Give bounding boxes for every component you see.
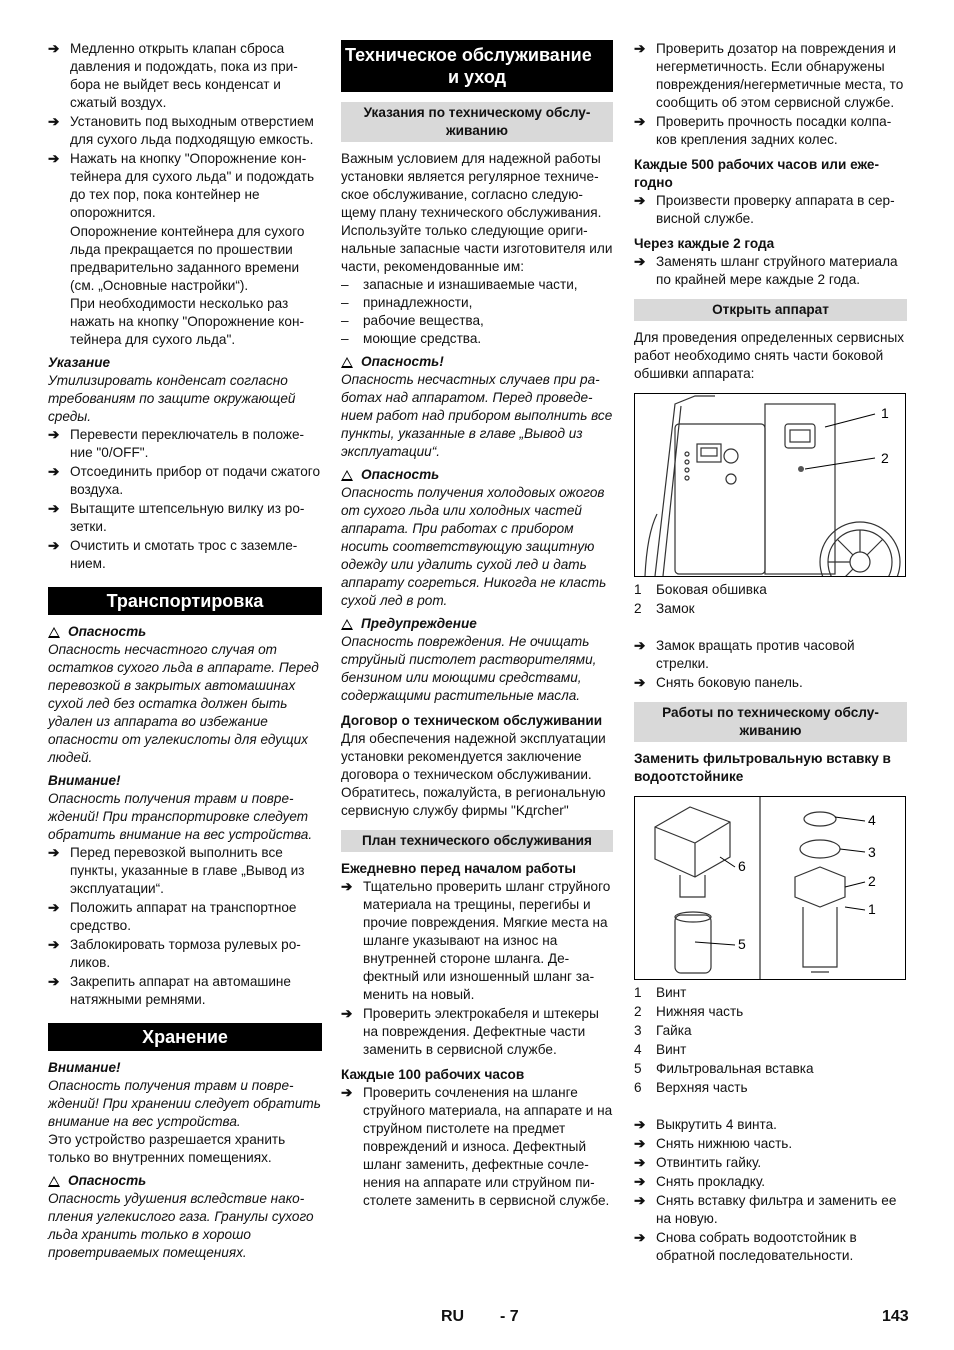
- bullet-item: [48, 936, 322, 972]
- bullet-text: Отсоединить прибор от подачи сжатого воздуха.: [70, 464, 321, 497]
- machine-illustration: [635, 394, 905, 576]
- attention-text: Опасность получения травм и повреждений! При хранении следует обратить внимание на вес устройства.: [48, 1078, 321, 1129]
- bullet-item: [634, 1229, 907, 1265]
- arrow-right-icon: ➔: [48, 151, 60, 166]
- legend-item: [634, 1079, 907, 1097]
- bullet-item: [48, 500, 322, 536]
- legend-number: 2: [634, 1004, 642, 1019]
- legend-number: 2: [634, 601, 642, 616]
- arrow-right-icon: ➔: [48, 974, 60, 989]
- warning-triangle-icon: [341, 619, 353, 630]
- legend-number: 1: [634, 985, 642, 1000]
- column-2: [341, 40, 613, 1211]
- arrow-right-icon: ➔: [634, 1136, 646, 1151]
- bullet-text: Замок вращать против часовой стрелки.: [656, 638, 855, 671]
- bullet-item: [634, 253, 907, 289]
- arrow-right-icon: ➔: [48, 845, 60, 860]
- bullet-item: [48, 40, 322, 112]
- bullet-text: Положить аппарат на транспортное средство.: [70, 900, 297, 933]
- bullet-item: [48, 463, 322, 499]
- legend-text: Нижняя часть: [656, 1004, 744, 1019]
- subsection-heading: План технического обслуживания: [341, 830, 613, 852]
- indented-text: Опорожнение контейнера для сухого льда прекращается по прошествии предварительно заданного времени (см. „Основные настройки“).: [70, 224, 305, 293]
- legend-text: Боковая обшивка: [656, 582, 767, 597]
- legend-number: 4: [634, 1042, 642, 1057]
- bullet-item: [634, 1135, 907, 1153]
- paragraph: Важным условием для надежной работы установки является регулярное техническое обслуживание, согласно следующему плану технического обслуживания.: [341, 151, 602, 220]
- figure-legend: [634, 581, 907, 618]
- bullet-item: [48, 844, 322, 898]
- legend-item: [634, 600, 907, 618]
- danger-text: Опасность несчастных случаев при работах над аппаратом. Перед проведением работ над прибором выполнить все пункты, указанные в главе „Вывод из эксплуатации“.: [341, 372, 613, 459]
- arrow-right-icon: ➔: [634, 638, 646, 653]
- legend-text: Винт: [656, 985, 687, 1000]
- danger-text: Опасность удушения вследствие накопления углекислого газа. Гранулы сухого льда хранить только в хорошо проветриваемых помещениях.: [48, 1191, 314, 1260]
- bullet-item: [48, 899, 322, 935]
- bullet-list: [341, 878, 613, 1059]
- danger-text: Опасность получения холодовых ожогов от сухого льда или холодных частей аппарата. При работах с прибором носить соответствующую защитную одежду или удалить сухой лед и дать аппарату согреться. Никогда не класть сухой лед в рот.: [341, 485, 607, 608]
- bullet-item: [634, 1173, 907, 1191]
- bullet-text: Отвинтить гайку.: [656, 1155, 762, 1170]
- danger-title: Опасность!: [341, 353, 613, 371]
- bullet-text: Снять прокладку.: [656, 1174, 766, 1189]
- callout-5: 5: [738, 936, 746, 952]
- attention-title: Внимание!: [48, 773, 121, 788]
- callout-4: 4: [868, 812, 876, 828]
- footer-page-number: 143: [882, 1308, 909, 1325]
- bullet-list: [48, 844, 322, 1009]
- bullet-item: [341, 1005, 613, 1059]
- bullet-text: Перевести переключатель в положение "0/OFF".: [70, 427, 305, 460]
- callout-3: 3: [868, 844, 876, 860]
- legend-text: Винт: [656, 1042, 687, 1057]
- legend-text: Фильтровальная вставка: [656, 1061, 814, 1076]
- arrow-right-icon: ➔: [48, 464, 60, 479]
- bullet-list: [341, 1084, 613, 1210]
- section-heading-storage: Хранение: [48, 1023, 322, 1051]
- arrow-right-icon: ➔: [48, 900, 60, 915]
- arrow-right-icon: ➔: [341, 1085, 353, 1100]
- figure-water-separator: [634, 796, 906, 980]
- interval-title: Через каждые 2 года: [634, 236, 775, 251]
- footer-language: RU: [441, 1308, 465, 1325]
- dash-item: – принадлежности,: [341, 295, 473, 310]
- bullet-item: [341, 878, 613, 1004]
- paragraph: Для проведения определенных сервисных работ необходимо снять части боковой обшивки аппарата:: [634, 330, 905, 381]
- arrow-right-icon: ➔: [48, 538, 60, 553]
- legend-number: 6: [634, 1080, 642, 1095]
- arrow-right-icon: ➔: [48, 427, 60, 442]
- legend-item: [634, 581, 907, 599]
- legend-text: Гайка: [656, 1023, 692, 1038]
- danger-title: Опасность: [48, 623, 322, 641]
- task-title: Заменить фильтровальную вставку в водоотстойнике: [634, 751, 891, 784]
- dash-text: запасные и изнашиваемые части,: [363, 277, 578, 292]
- water-separator-illustration: [635, 797, 905, 979]
- warning-triangle-icon: [48, 627, 60, 638]
- callout-2: 2: [868, 873, 876, 889]
- callout-2: 2: [881, 450, 889, 466]
- interval-title: Каждые 100 рабочих часов: [341, 1067, 525, 1082]
- bullet-list: [634, 253, 907, 289]
- chapter-heading: Техническое обслуживание и уход: [341, 40, 613, 92]
- bullet-item: [48, 150, 322, 222]
- bullet-text: Произвести проверку аппарата в сервисной службе.: [656, 193, 895, 226]
- arrow-right-icon: ➔: [48, 114, 60, 129]
- legend-number: 1: [634, 582, 642, 597]
- bullet-text: Заменять шланг струйного материала по крайней мере каждые 2 года.: [656, 254, 898, 287]
- bullet-text: Проверить дозатор на повреждения и негерметичность. Если обнаружены повреждения/негерметичные места, то сообщить об этом сервисной службе.: [656, 41, 904, 110]
- bullet-text: Снова собрать водоотстойник в обратной последовательности.: [656, 1230, 857, 1263]
- bullet-text: Снять вставку фильтра и заменить ее на новую.: [656, 1193, 897, 1226]
- interval-title: Каждые 500 рабочих часов или ежегодно: [634, 157, 880, 190]
- bullet-text: Закрепить аппарат на автомашине натяжными ремнями.: [70, 974, 291, 1007]
- arrow-right-icon: ➔: [341, 1006, 353, 1021]
- bullet-item: [634, 113, 907, 149]
- dash-item: – рабочие вещества,: [341, 313, 484, 328]
- bullet-text: Проверить электрокабеля и штекеры на повреждения. Дефектные части заменить в сервисной службе.: [363, 1006, 599, 1057]
- legend-number: 3: [634, 1023, 642, 1038]
- bullet-item: [634, 1154, 907, 1172]
- bullet-list: [634, 192, 907, 228]
- column-1: [48, 40, 322, 1262]
- bullet-list: [634, 1116, 907, 1265]
- bullet-text: Медленно открыть клапан сброса давления и подождать, пока из прибора не выйдет весь конденсат и сжатый воздух.: [70, 41, 298, 110]
- legend-text: Верхняя часть: [656, 1080, 748, 1095]
- arrow-right-icon: ➔: [48, 41, 60, 56]
- bullet-list: [634, 637, 907, 692]
- bullet-text: Вытащите штепсельную вилку из розетки.: [70, 501, 305, 534]
- section-heading-transport: Транспортировка: [48, 587, 322, 615]
- arrow-right-icon: ➔: [634, 1174, 646, 1189]
- attention-title: Внимание!: [48, 1060, 121, 1075]
- dash-text: рабочие вещества,: [363, 313, 484, 328]
- contract-text: Для обеспечения надежной эксплуатации установки рекомендуется заключение договора о техническом обслуживании. Обратитесь, пожалуйста, в региональную сервисную службу фирмы "Kдrcher": [341, 731, 606, 818]
- arrow-right-icon: ➔: [341, 879, 353, 894]
- bullet-text: Установить под выходным отверстием для сухого льда подходящую емкость.: [70, 114, 314, 147]
- subsection-heading: Указания по техническому обслуживанию: [341, 102, 613, 142]
- callout-6: 6: [738, 858, 746, 874]
- legend-item: [634, 1003, 907, 1021]
- storage-text: Это устройство разрешается хранить только во внутренних помещениях.: [48, 1132, 286, 1165]
- indented-text: При необходимости несколько раз нажать на кнопку "Опорожнение контейнера для сухого льда".: [70, 296, 304, 347]
- bullet-item: [48, 113, 322, 149]
- dash-item: – запасные и изнашиваемые части,: [341, 277, 578, 292]
- arrow-right-icon: ➔: [634, 1193, 646, 1208]
- arrow-right-icon: ➔: [48, 501, 60, 516]
- legend-item: [634, 984, 907, 1002]
- arrow-right-icon: ➔: [634, 1230, 646, 1245]
- bullet-list: [634, 40, 907, 149]
- note-text: Утилизировать конденсат согласно требованиям по защите окружающей среды.: [48, 373, 296, 424]
- column-3: [634, 40, 907, 1266]
- bullet-text: Нажать на кнопку "Опорожнение контейнера для сухого льда" и подождать до тех пор, пока контейнер не опорожнится.: [70, 151, 315, 220]
- bullet-list: [48, 40, 322, 222]
- footer-local-page: - 7: [500, 1308, 519, 1325]
- arrow-right-icon: ➔: [634, 114, 646, 129]
- dash-item: – моющие средства.: [341, 331, 482, 346]
- figure-side-panel: [634, 393, 906, 577]
- arrow-right-icon: ➔: [634, 193, 646, 208]
- bullet-item: [48, 426, 322, 462]
- warning-title: Предупреждение: [341, 615, 613, 633]
- arrow-right-icon: ➔: [48, 937, 60, 952]
- bullet-item: [634, 192, 907, 228]
- danger-text: Опасность несчастного случая от остатков сухого льда в аппарате. Перед перевозкой в закрытых автомашинах сухой лед без остатка должен быть удален из аппарата во избежание опасности от углекислоты для едущих людей.: [48, 642, 319, 765]
- warning-triangle-icon: [48, 1176, 60, 1187]
- bullet-item: [48, 973, 322, 1009]
- bullet-text: Перед перевозкой выполнить все пункты, указанные в главе „Вывод из эксплуатации“.: [70, 845, 305, 896]
- bullet-text: Снять боковую панель.: [656, 675, 803, 690]
- arrow-right-icon: ➔: [634, 254, 646, 269]
- callout-1: 1: [881, 405, 889, 421]
- arrow-right-icon: ➔: [634, 1117, 646, 1132]
- attention-text: Опасность получения травм и повреждений! При транспортировке следует обратить внимание на вес устройства.: [48, 791, 313, 842]
- dash-list: [341, 276, 613, 348]
- legend-text: Замок: [656, 601, 695, 616]
- legend-number: 5: [634, 1061, 642, 1076]
- bullet-list: [48, 426, 322, 573]
- danger-title: Опасность: [341, 466, 613, 484]
- bullet-item: [48, 537, 322, 573]
- dash-text: принадлежности,: [363, 295, 473, 310]
- bullet-text: Проверить прочность посадки колпаков крепления задних колес.: [656, 114, 892, 147]
- bullet-item: [634, 1192, 907, 1228]
- warning-triangle-icon: [341, 357, 353, 368]
- bullet-item: [634, 674, 907, 692]
- warning-triangle-icon: [341, 470, 353, 481]
- warning-text: Опасность повреждения. Не очищать струйный пистолет растворителями, бензином или моющими средствами, содержащими растительные масла.: [341, 634, 597, 703]
- legend-item: [634, 1041, 907, 1059]
- bullet-text: Заблокировать тормоза рулевых роликов.: [70, 937, 301, 970]
- legend-item: [634, 1060, 907, 1078]
- bullet-item: [634, 1116, 907, 1134]
- paragraph: Используйте только следующие оригинальные запасные части изготовителя или части, рекомендованные им:: [341, 223, 613, 274]
- bullet-text: Очистить и смотать трос с заземлением.: [70, 538, 298, 571]
- danger-title: Опасность: [48, 1172, 322, 1190]
- dash-text: моющие средства.: [363, 331, 482, 346]
- bullet-text: Выкрутить 4 винта.: [656, 1117, 777, 1132]
- bullet-text: Тщательно проверить шланг струйного материала на трещины, перегибы и прочие повреждения. Мягкие места на шланге указывают на износ на внутренней стороне шланга. Дефектный или изношенный шланг заменить на новый.: [363, 879, 611, 1002]
- arrow-right-icon: ➔: [634, 675, 646, 690]
- callout-1: 1: [868, 901, 876, 917]
- subsection-heading: Работы по техническому обслуживанию: [634, 702, 907, 742]
- arrow-right-icon: ➔: [634, 41, 646, 56]
- arrow-right-icon: ➔: [634, 1155, 646, 1170]
- bullet-item: [634, 40, 907, 112]
- bullet-item: [634, 637, 907, 673]
- subsection-heading: Открыть аппарат: [634, 299, 907, 321]
- legend-item: [634, 1022, 907, 1040]
- figure-legend: [634, 984, 907, 1097]
- bullet-text: Снять нижнюю часть.: [656, 1136, 793, 1151]
- interval-title: Ежедневно перед началом работы: [341, 861, 576, 876]
- contract-title: Договор о техническом обслуживании: [341, 713, 603, 728]
- bullet-text: Проверить сочленения на шланге струйного материала, на аппарате и на струйном пистолете на предмет повреждений и износа. Дефектный шланг заменить, дефектные сочленения на аппарате или струйном пистолете заменить в сервисной службе.: [363, 1085, 613, 1208]
- note-title: Указание: [48, 355, 111, 370]
- bullet-item: [341, 1084, 613, 1210]
